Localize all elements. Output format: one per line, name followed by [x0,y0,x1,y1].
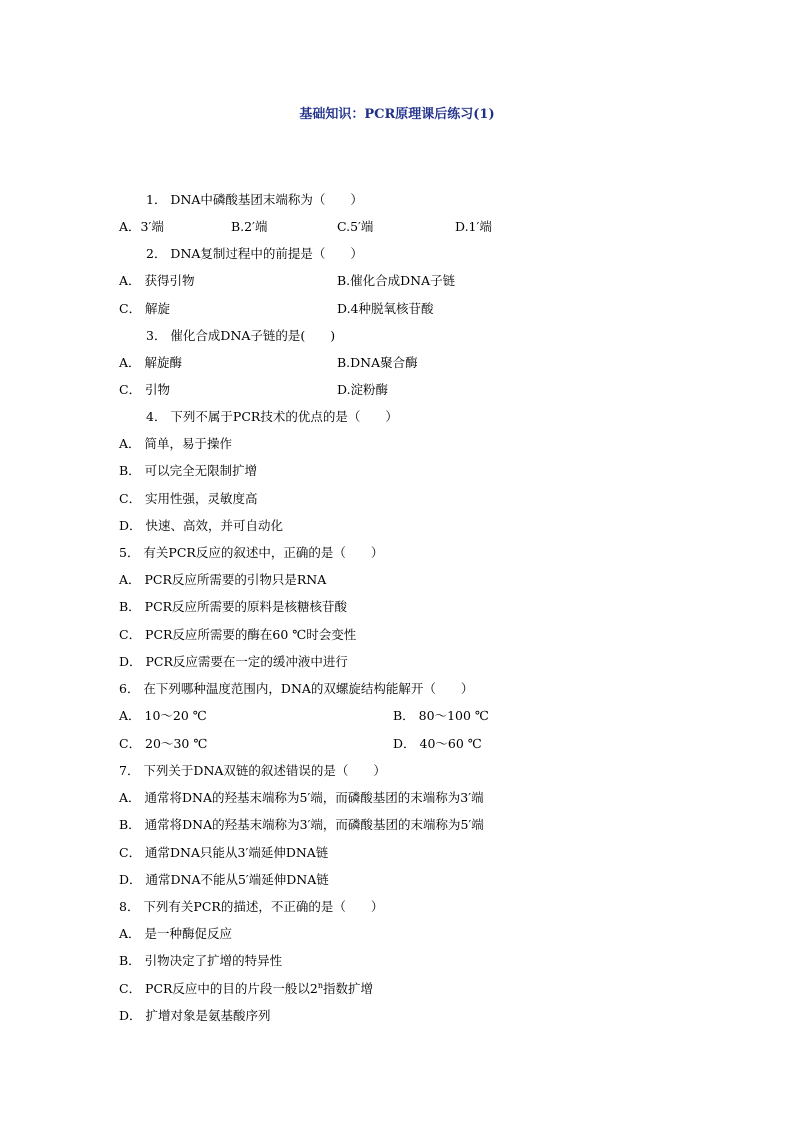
q2-option-c: C． 解旋 [119,301,171,316]
q5-option-c: C． PCR反应所需要的酶在60 ℃时会变性 [119,627,357,642]
q7-option-a: A． 通常将DNA的羟基末端称为5′端，而磷酸基团的末端称为3′端 [119,790,484,805]
q4-option-a: A． 简单，易于操作 [119,436,233,451]
question-5-stem: 5． 有关PCR反应的叙述中，正确的是（ ） [119,545,384,560]
q7-option-d: D． 通常DNA不能从5′端延伸DNA链 [119,872,329,887]
question-4-stem: 4． 下列不属于PCR技术的优点的是（ ） [146,409,398,424]
question-8-stem: 8． 下列有关PCR的描述，不正确的是（ ） [119,899,384,914]
q1-option-d: D.1′端 [455,219,492,234]
q2-option-d: D.4种脱氧核苷酸 [337,301,434,316]
q7-option-b: B． 通常将DNA的羟基末端称为3′端，而磷酸基团的末端称为5′端 [119,817,484,832]
question-6-stem: 6． 在下列哪种温度范围内，DNA的双螺旋结构能解开（ ） [119,681,474,696]
q8-option-d: D． 扩增对象是氨基酸序列 [119,1008,271,1023]
q5-option-b: B． PCR反应所需要的原料是核糖核苷酸 [119,599,348,614]
page-title: 基础知识：PCR原理课后练习(1) [299,107,495,122]
q3-option-b: B.DNA聚合酶 [337,355,418,370]
q8-option-b: B． 引物决定了扩增的特异性 [119,953,283,968]
q8-option-c-exponent: n [317,980,324,990]
question-7-stem: 7． 下列关于DNA双链的叙述错误的是（ ） [119,763,386,778]
q3-option-a: A． 解旋酶 [119,355,183,370]
q4-option-b: B． 可以完全无限制扩增 [119,463,258,478]
q6-option-a: A． 10～20 ℃ [119,708,207,723]
q5-option-d: D． PCR反应需要在一定的缓冲液中进行 [119,654,348,669]
q7-option-c: C． 通常DNA只能从3′端延伸DNA链 [119,845,329,860]
q2-option-a: A． 获得引物 [119,273,195,288]
q3-option-c: C． 引物 [119,382,171,397]
question-2-stem: 2． DNA复制过程中的前提是（ ） [146,246,363,261]
q1-option-b: B.2′端 [231,219,268,234]
question-1-stem: 1． DNA中磷酸基团末端称为（ ） [146,192,363,207]
q8-option-a: A． 是一种酶促反应 [119,926,233,941]
q8-option-c [119,981,373,997]
q1-option-c: C.5′端 [337,219,374,234]
q1-option-a: A．3′端 [119,219,164,234]
q5-option-a: A． PCR反应所需要的引物只是RNA [119,572,327,587]
q4-option-c: C． 实用性强，灵敏度高 [119,491,258,506]
q3-option-d: D.淀粉酶 [337,382,389,397]
q8-option-c-tail: 指数扩增 [323,981,374,996]
q4-option-d: D． 快速、高效，并可自动化 [119,518,283,533]
q2-option-b: B.催化合成DNA子链 [337,273,456,288]
question-3-stem: 3． 催化合成DNA子链的是( ) [146,328,336,343]
q6-option-d: D． 40～60 ℃ [393,736,482,751]
q6-option-b: B． 80～100 ℃ [393,708,489,723]
q6-option-c: C． 20～30 ℃ [119,736,208,751]
q8-option-c-text: C． PCR反应中的目的片段一般以2 [119,981,318,996]
